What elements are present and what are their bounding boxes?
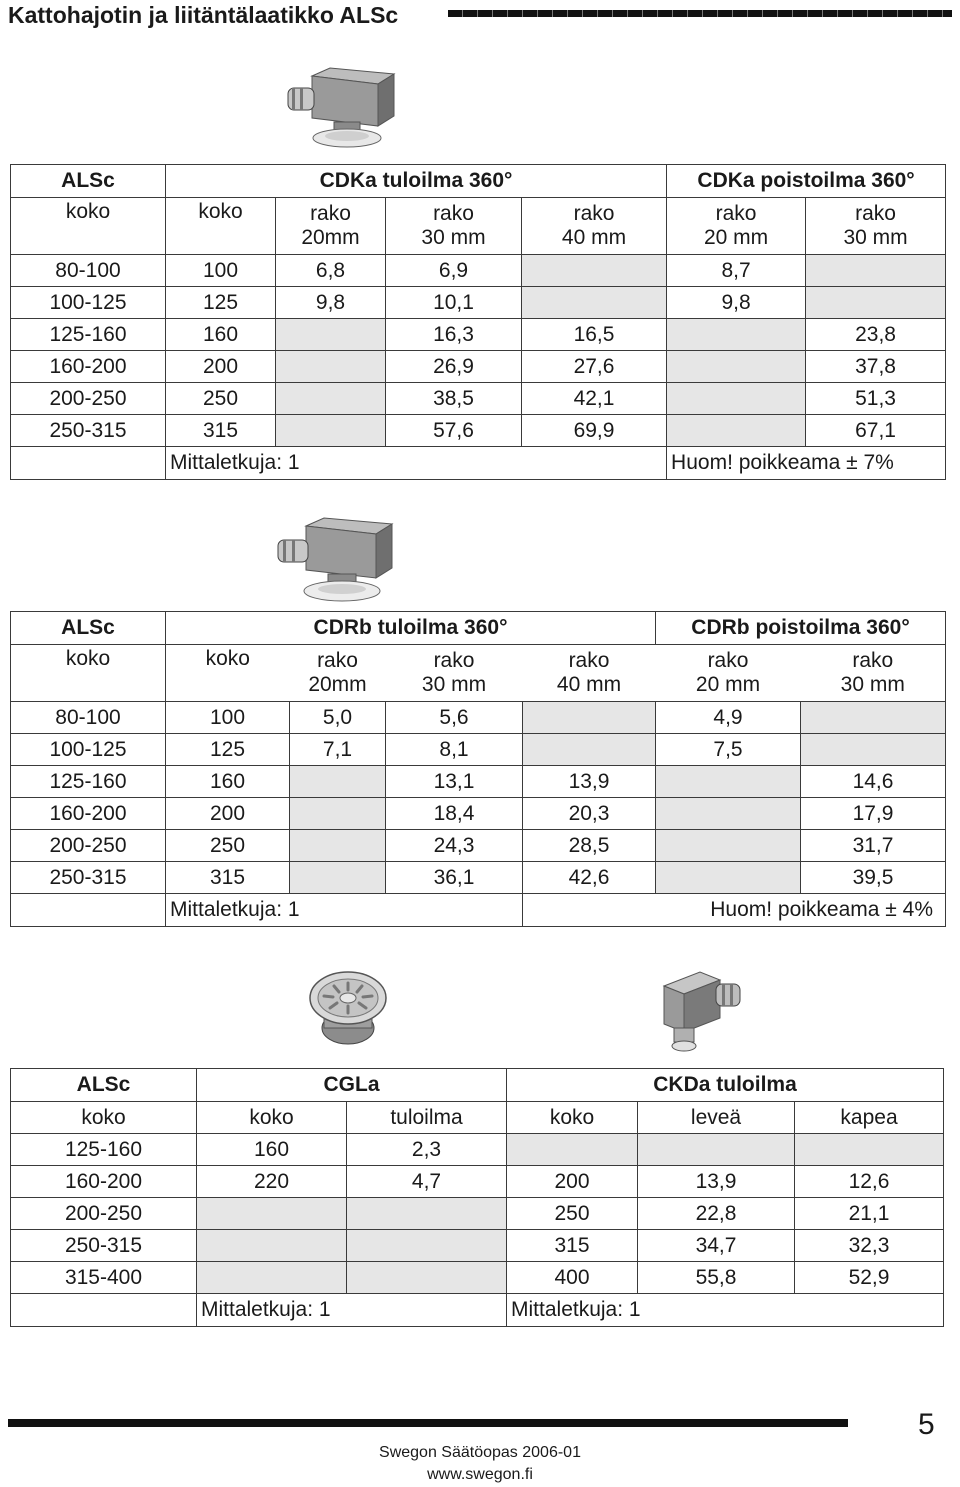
- table-cell: 250: [166, 383, 276, 415]
- table-row: [11, 702, 946, 734]
- page-header: [8, 0, 956, 30]
- table2-note-deviation: Huom! poikkeama ± 4%: [523, 894, 946, 927]
- table-cell: 200-250: [11, 830, 166, 862]
- table1-sub-header: rako 40 mm: [522, 198, 667, 255]
- table-cell: 23,8: [806, 319, 946, 351]
- table-cell-empty: [795, 1134, 944, 1166]
- table-cell: 13,1: [386, 766, 523, 798]
- cdrb-product-illustration: [272, 516, 398, 606]
- table-cell: 250-315: [11, 1230, 197, 1262]
- table-row: [11, 1198, 944, 1230]
- header-rule: [448, 10, 952, 17]
- table-cell: 160-200: [11, 351, 166, 383]
- table2-alsc-header: ALSc: [11, 612, 166, 645]
- table-cell: 12,6: [795, 1166, 944, 1198]
- table-cell-empty: [667, 383, 806, 415]
- table1-exhaust-header: CDKa poistoilma 360°: [667, 165, 946, 198]
- table-cell: 67,1: [806, 415, 946, 447]
- table-cell: 9,8: [276, 287, 386, 319]
- table-cell-empty: [522, 287, 667, 319]
- table3-sub-header: kapea: [795, 1102, 944, 1134]
- table-cell: 315: [166, 862, 290, 894]
- table1-supply-header: CDKa tuloilma 360°: [166, 165, 667, 198]
- table-cell-empty: [276, 415, 386, 447]
- table-cell: 20,3: [523, 798, 656, 830]
- table-cell-empty: [197, 1230, 347, 1262]
- table-cell-empty: [523, 702, 656, 734]
- table3-sub-header: koko: [11, 1102, 197, 1134]
- table-cell: 4,7: [347, 1166, 507, 1198]
- table-cell-empty: [290, 766, 386, 798]
- table-cell: 160: [166, 766, 290, 798]
- table-cell-empty: [290, 862, 386, 894]
- table-cell-empty: [667, 319, 806, 351]
- table2-sub-header: rako 40 mm: [523, 645, 656, 702]
- table-cell: 24,3: [386, 830, 523, 862]
- table-cell: 22,8: [638, 1198, 795, 1230]
- footer-publication: Swegon Säätöopas 2006-01: [379, 1444, 581, 1461]
- table3-sub-header: koko: [507, 1102, 638, 1134]
- table-cell: 160: [166, 319, 276, 351]
- table-cell: 13,9: [638, 1166, 795, 1198]
- table2-supply-header: CDRb tuloilma 360°: [166, 612, 656, 645]
- table3-ckda-header: CKDa tuloilma: [507, 1069, 944, 1102]
- table1-sub-header: koko: [11, 198, 166, 255]
- table2-sub-header: rako 20mm: [290, 645, 386, 702]
- table1-note-deviation: Huom! poikkeama ± 7%: [667, 447, 946, 480]
- table2-note-hoses: Mittaletkuja: 1: [166, 894, 523, 927]
- cgla-product-illustration: [306, 966, 390, 1052]
- table2-exhaust-header: CDRb poistoilma 360°: [656, 612, 946, 645]
- table-cell: 200: [166, 351, 276, 383]
- table-cell: 160-200: [11, 798, 166, 830]
- table-cell: 250: [507, 1198, 638, 1230]
- table-cell: 80-100: [11, 255, 166, 287]
- table-cell: 100-125: [11, 734, 166, 766]
- table-cell: 125: [166, 734, 290, 766]
- table-cell: 8,7: [667, 255, 806, 287]
- page-number: 5: [918, 1408, 935, 1441]
- cdka-product-illustration: [282, 66, 400, 152]
- footer-rule: [8, 1419, 848, 1427]
- table-cell-empty: [806, 255, 946, 287]
- table-cell: 39,5: [801, 862, 946, 894]
- table-cell: 69,9: [522, 415, 667, 447]
- table1-sub-header: rako 20mm: [276, 198, 386, 255]
- table-cell: 27,6: [522, 351, 667, 383]
- table-row: [11, 766, 946, 798]
- table-cell-empty: [347, 1230, 507, 1262]
- table-cell: 38,5: [386, 383, 522, 415]
- table-cell-empty: [290, 830, 386, 862]
- table-cell: 37,8: [806, 351, 946, 383]
- table-cell: 220: [197, 1166, 347, 1198]
- table-cell: 2,3: [347, 1134, 507, 1166]
- table-cell: 21,1: [795, 1198, 944, 1230]
- table-cell: 8,1: [386, 734, 523, 766]
- table-cell: 100: [166, 702, 290, 734]
- table-row: [11, 351, 946, 383]
- page-title: Kattohajotin ja liitäntälaatikko ALSc: [8, 2, 399, 28]
- table-cell: 6,9: [386, 255, 522, 287]
- table-cell: 34,7: [638, 1230, 795, 1262]
- table-cell-empty: [667, 351, 806, 383]
- table2-sub-header: koko: [11, 645, 166, 702]
- table-cell: 14,6: [801, 766, 946, 798]
- table1-sub-header: rako 30 mm: [806, 198, 946, 255]
- table-cell: 125-160: [11, 766, 166, 798]
- table-cell-empty: [656, 862, 801, 894]
- table-cell-empty: [656, 830, 801, 862]
- table-row: [11, 798, 946, 830]
- table1-note-hoses: Mittaletkuja: 1: [166, 447, 667, 480]
- cdka-table: [10, 164, 946, 480]
- footer: [0, 1442, 960, 1486]
- table-cell-empty: [197, 1262, 347, 1294]
- table-row: [11, 383, 946, 415]
- table-cell: 16,3: [386, 319, 522, 351]
- table-cell: 4,9: [656, 702, 801, 734]
- table1-sub-header: rako 30 mm: [386, 198, 522, 255]
- table-cell-empty: [290, 798, 386, 830]
- table2-sub-header: rako 30 mm: [386, 645, 523, 702]
- table-row: [11, 830, 946, 862]
- table-cell: 315: [507, 1230, 638, 1262]
- table-cell-empty: [522, 255, 667, 287]
- table-cell: 100-125: [11, 287, 166, 319]
- table3-alsc-header: ALSc: [11, 1069, 197, 1102]
- table-cell: 5,0: [290, 702, 386, 734]
- table3-sub-header: tuloilma: [347, 1102, 507, 1134]
- table-cell: 36,1: [386, 862, 523, 894]
- table1-sub-header: rako 20 mm: [667, 198, 806, 255]
- ckda-product-illustration: [660, 966, 750, 1056]
- table-row: [11, 255, 946, 287]
- table3-sub-header: koko: [197, 1102, 347, 1134]
- table-row: [11, 319, 946, 351]
- cdrb-table: [10, 611, 946, 927]
- table-cell-empty: [276, 319, 386, 351]
- table-cell: 18,4: [386, 798, 523, 830]
- table-cell-empty: [11, 1294, 197, 1327]
- table-cell: 315-400: [11, 1262, 197, 1294]
- table-cell: 57,6: [386, 415, 522, 447]
- table-cell: 250: [166, 830, 290, 862]
- table-cell-empty: [507, 1134, 638, 1166]
- table-cell: 200: [507, 1166, 638, 1198]
- table-cell-empty: [276, 351, 386, 383]
- table1-sub-header: koko: [166, 198, 276, 255]
- table-cell: 16,5: [522, 319, 667, 351]
- table-cell: 55,8: [638, 1262, 795, 1294]
- table-cell: 160-200: [11, 1166, 197, 1198]
- table-cell: 51,3: [806, 383, 946, 415]
- table-row: [11, 1134, 944, 1166]
- table-cell-empty: [656, 798, 801, 830]
- table-cell-empty: [276, 383, 386, 415]
- table3-note-ckda-hoses: Mittaletkuja: 1: [507, 1294, 944, 1327]
- table-cell-empty: [523, 734, 656, 766]
- table-cell: 28,5: [523, 830, 656, 862]
- table-cell: 9,8: [667, 287, 806, 319]
- table3-cgla-header: CGLa: [197, 1069, 507, 1102]
- table-cell-empty: [11, 894, 166, 927]
- cgla-ckda-table: [10, 1068, 944, 1327]
- table-cell: 7,1: [290, 734, 386, 766]
- table1-alsc-header: ALSc: [11, 165, 166, 198]
- table2-sub-header: rako 20 mm: [656, 645, 801, 702]
- table-cell-empty: [347, 1262, 507, 1294]
- table-cell: 13,9: [523, 766, 656, 798]
- table-cell: 200-250: [11, 1198, 197, 1230]
- table-cell: 200-250: [11, 383, 166, 415]
- table-cell-empty: [638, 1134, 795, 1166]
- table-cell: 125: [166, 287, 276, 319]
- table-cell: 400: [507, 1262, 638, 1294]
- table-row: [11, 862, 946, 894]
- table-cell: 7,5: [656, 734, 801, 766]
- table-row: [11, 1166, 944, 1198]
- table-cell: 17,9: [801, 798, 946, 830]
- table-cell: 5,6: [386, 702, 523, 734]
- table-row: [11, 1230, 944, 1262]
- table-cell-empty: [197, 1198, 347, 1230]
- table-cell-empty: [347, 1198, 507, 1230]
- table-cell: 6,8: [276, 255, 386, 287]
- table-cell-empty: [801, 702, 946, 734]
- table-cell: 125-160: [11, 1134, 197, 1166]
- table-row: [11, 734, 946, 766]
- table-cell: 42,1: [522, 383, 667, 415]
- table-cell: 315: [166, 415, 276, 447]
- table-cell: 125-160: [11, 319, 166, 351]
- table-cell: 52,9: [795, 1262, 944, 1294]
- table-cell: 42,6: [523, 862, 656, 894]
- table-row: [11, 415, 946, 447]
- table-cell: 100: [166, 255, 276, 287]
- table2-sub-header: rako 30 mm: [801, 645, 946, 702]
- table-cell: 160: [197, 1134, 347, 1166]
- table-cell: 80-100: [11, 702, 166, 734]
- table-row: [11, 287, 946, 319]
- table2-sub-header: koko: [166, 645, 290, 702]
- table-row: [11, 1262, 944, 1294]
- table-cell: 32,3: [795, 1230, 944, 1262]
- table3-note-cgla-hoses: Mittaletkuja: 1: [197, 1294, 507, 1327]
- table-cell: 26,9: [386, 351, 522, 383]
- footer-website: www.swegon.fi: [427, 1466, 533, 1483]
- table-cell-empty: [667, 415, 806, 447]
- table-cell-empty: [11, 447, 166, 480]
- table-cell: 250-315: [11, 862, 166, 894]
- table-cell: 250-315: [11, 415, 166, 447]
- table-cell-empty: [801, 734, 946, 766]
- table-cell-empty: [656, 766, 801, 798]
- table-cell: 200: [166, 798, 290, 830]
- table-cell-empty: [806, 287, 946, 319]
- table-cell: 10,1: [386, 287, 522, 319]
- table3-sub-header: leveä: [638, 1102, 795, 1134]
- table-cell: 31,7: [801, 830, 946, 862]
